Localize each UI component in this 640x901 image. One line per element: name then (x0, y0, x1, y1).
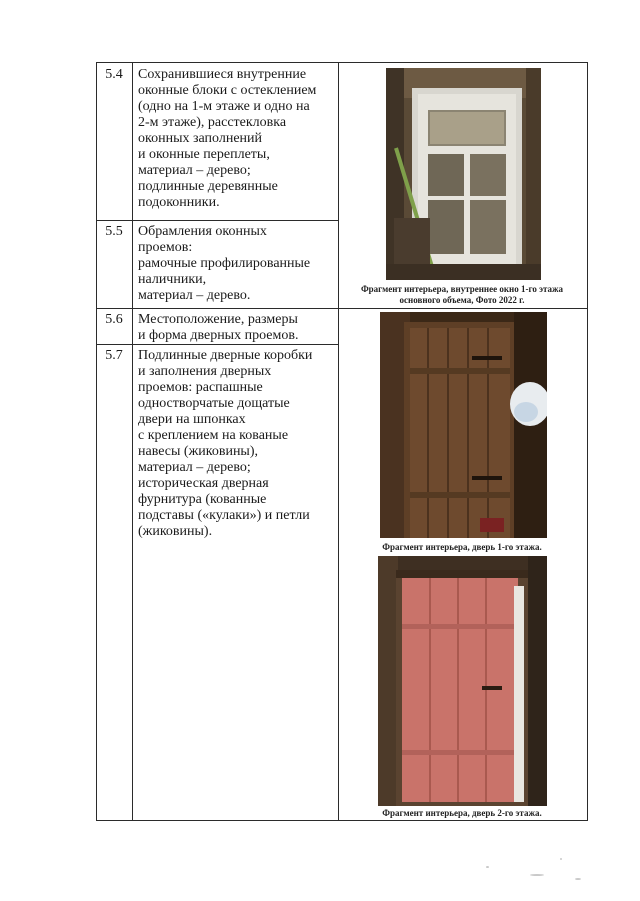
row-number: 5.4 (105, 67, 123, 82)
photo-caption: Фрагмент интерьера, дверь 2-го этажа. (382, 808, 542, 818)
photo-caption: Фрагмент интерьера, внутреннее окно 1-го этажа основного объема, Фото 2022 г. (360, 284, 564, 305)
row-description: Местоположение, размеры и форма дверных проемов. (138, 312, 299, 343)
scan-speck (575, 878, 581, 880)
row-separator (96, 220, 338, 221)
photo-caption: Фрагмент интерьера, дверь 1-го этажа. (382, 542, 542, 552)
table-divider-text (338, 62, 339, 821)
photo-door-second-floor (378, 556, 547, 806)
row-number: 5.7 (105, 348, 123, 363)
photo-door-first-floor (380, 312, 547, 538)
row-number: 5.6 (105, 312, 123, 327)
table-border-left (96, 62, 97, 821)
scan-speck (560, 858, 562, 860)
row-number: 5.5 (105, 224, 123, 239)
row-separator (96, 344, 338, 345)
scan-speck (530, 874, 544, 876)
row-separator (96, 308, 587, 309)
row-description: Подлинные дверные коробки и заполнения дверных проемов: распашные одностворчатые дощатые двери на шпонках с креплением на кованые навесы (жиковины), материал – дерево; историческая дверная фурнитура (кованные подставы («кулаки») и петли (жиковины). (138, 348, 313, 539)
scan-speck (486, 866, 489, 868)
table-border-right (587, 62, 588, 821)
table-divider-num (132, 62, 133, 821)
photo-interior-window (386, 68, 541, 280)
row-description: Обрамления оконных проемов: рамочные профилированные наличники, материал – дерево. (138, 224, 311, 303)
table-border-bottom (96, 820, 587, 821)
table-border-top (96, 62, 587, 63)
row-description: Сохранившиеся внутренние оконные блоки с остеклением (одно на 1-м этаже и одно на 2-м этаже), расстекловка оконных заполнений и оконные переплеты, материал – дерево; подлинные деревянные подоконники. (138, 67, 317, 210)
